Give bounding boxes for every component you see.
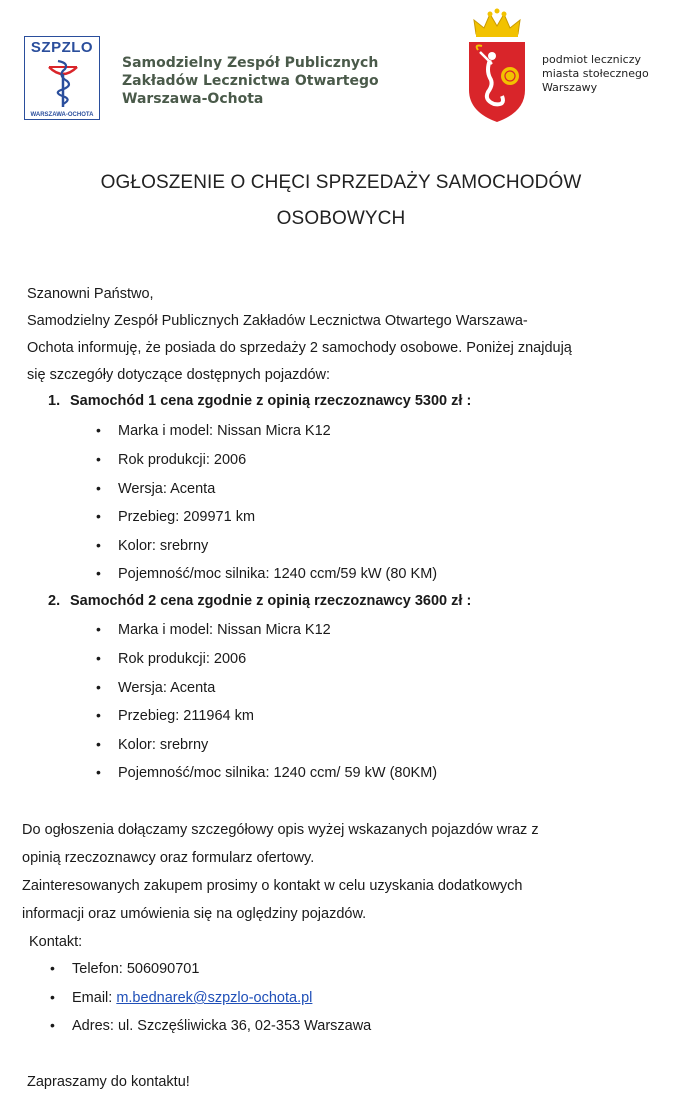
bullet-icon: • [96, 537, 101, 553]
car-2-heading [48, 593, 471, 609]
detail-text: Wersja: Acenta [118, 680, 216, 696]
address-value: ul. Szczęśliwicka 36, 02-353 Warszawa [117, 1018, 372, 1034]
list-item [96, 537, 208, 554]
car-heading-text: Samochód 1 cena zgodnie z opinią rzeczoznawcy 5300 zł : [70, 393, 472, 409]
phone-label: Telefon: [72, 961, 127, 977]
list-number: 2. [48, 593, 61, 609]
list-item [96, 565, 437, 582]
crest-caption-line: Warszawy [542, 81, 598, 94]
closing-line: Do ogłoszenia dołączamy szczegółowy opis wyżej wskazanych pojazdów wraz z [22, 822, 539, 838]
bullet-icon: • [50, 960, 55, 976]
detail-text: Kolor: srebrny [118, 737, 209, 753]
logo-abbreviation: SZPZLO [30, 39, 94, 56]
bullet-icon: • [96, 707, 101, 723]
list-item [96, 621, 331, 638]
list-item [96, 480, 215, 497]
phone-value: 506090701 [126, 961, 200, 977]
email-label: Email: [72, 990, 117, 1006]
closing-line: Zainteresowanych zakupem prosimy o kontakt w celu uzyskania dodatkowych [22, 878, 523, 894]
bullet-icon: • [96, 650, 101, 666]
car-1-heading [48, 393, 471, 409]
list-item [96, 736, 208, 753]
detail-text: Przebieg: 209971 km [118, 509, 256, 525]
list-item [96, 422, 331, 439]
list-item [96, 707, 254, 724]
bullet-icon: • [96, 422, 101, 438]
intro-line: Samodzielny Zespół Publicznych Zakładów Lecznictwa Otwartego Warszawa- [27, 313, 528, 329]
contact-label: Kontakt: [29, 934, 83, 950]
bullet-icon: • [96, 736, 101, 752]
organization-name [122, 54, 422, 108]
document-title-continued: OSOBOWYCH [276, 208, 406, 229]
contact-email [50, 989, 312, 1006]
detail-text: Pojemność/moc silnika: 1240 ccm/ 59 kW (80KM) [118, 765, 438, 781]
detail-text: Marka i model: Nissan Micra K12 [118, 622, 331, 638]
bullet-icon: • [96, 480, 101, 496]
list-item [96, 650, 246, 667]
szpzlo-logo [24, 36, 100, 120]
document-title: OGŁOSZENIE O CHĘCI SPRZEDAŻY SAMOCHODÓW [100, 172, 582, 193]
sign-off: Zapraszamy do kontaktu! [27, 1074, 190, 1090]
org-name-line: Samodzielny Zespół Publicznych [122, 55, 379, 71]
detail-text: Rok produkcji: 2006 [118, 651, 247, 667]
bullet-icon: • [96, 508, 101, 524]
intro-line: Ochota informuję, że posiada do sprzedaży 2 samochody osobowe. Poniżej znajdują [27, 340, 572, 356]
warsaw-crest-icon [466, 8, 528, 126]
list-item [96, 451, 246, 468]
detail-text: Rok produkcji: 2006 [118, 452, 247, 468]
bullet-icon: • [96, 565, 101, 581]
contact-address [50, 1017, 371, 1034]
bullet-icon: • [96, 451, 101, 467]
bullet-icon: • [96, 679, 101, 695]
list-item [96, 764, 437, 781]
list-item [96, 508, 255, 525]
medical-cup-snake-icon [43, 59, 83, 109]
detail-text: Wersja: Acenta [118, 481, 216, 497]
detail-text: Przebieg: 211964 km [118, 708, 254, 724]
bullet-icon: • [96, 764, 101, 780]
car-heading-text: Samochód 2 cena zgodnie z opinią rzeczoznawcy 3600 zł : [70, 593, 472, 609]
detail-text: Kolor: srebrny [118, 538, 209, 554]
logo-location: WARSZAWA-OCHOTA [30, 112, 94, 118]
list-item [96, 679, 215, 696]
crest-caption-line: miasta stołecznego [542, 67, 649, 80]
detail-text: Marka i model: Nissan Micra K12 [118, 423, 331, 439]
bullet-icon: • [96, 621, 101, 637]
bullet-icon: • [50, 1017, 55, 1033]
crest-caption-line: podmiot leczniczy [542, 53, 642, 66]
crest-caption [542, 53, 682, 95]
org-name-line: Warszawa-Ochota [122, 91, 264, 107]
address-label: Adres: [72, 1018, 118, 1034]
closing-line: opinią rzeczoznawcy oraz formularz ofertowy. [22, 850, 315, 866]
list-number: 1. [48, 393, 61, 409]
bullet-icon: • [50, 989, 55, 1005]
closing-line: informacji oraz umówienia się na oględziny pojazdów. [22, 906, 367, 922]
contact-phone [50, 960, 199, 977]
greeting: Szanowni Państwo, [27, 286, 154, 302]
detail-text: Pojemność/moc silnika: 1240 ccm/59 kW (80 KM) [118, 566, 438, 582]
email-link[interactable]: m.bednarek@szpzlo-ochota.pl [116, 990, 313, 1006]
org-name-line: Zakładów Lecznictwa Otwartego [122, 73, 379, 89]
intro-line: się szczegóły dotyczące dostępnych pojazdów: [27, 367, 331, 383]
